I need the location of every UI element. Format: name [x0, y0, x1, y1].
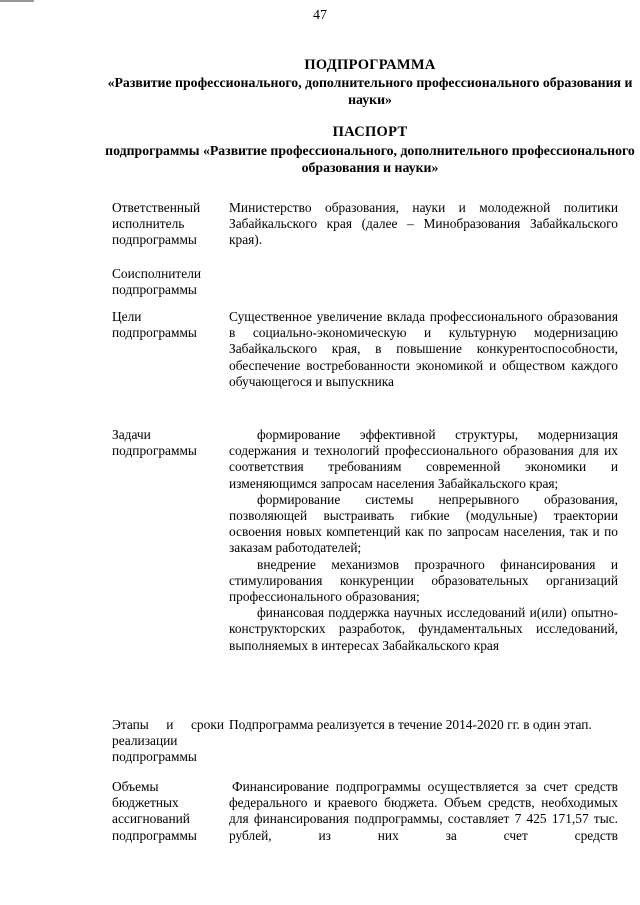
row-label: Задачи подпрограммы	[112, 427, 197, 459]
page-number: 47	[313, 8, 327, 23]
row-value	[229, 717, 618, 733]
row-label: Этапы и сроки реализации подпрограммы	[112, 717, 224, 765]
row-label: Соисполнители подпрограммы	[112, 266, 202, 298]
row-paragraph: Существенное увеличение вклада профессионального образования в социально-экономическую и культурную модернизацию Забайкальского края, в повышение конкурентоспособности, обеспечение востребованности экономикой и обществом каждого обучающегося и выпускника	[229, 309, 618, 389]
row-paragraph: формирование эффективной структуры, модернизация содержания и технологий профессионального образования для их соответствия требованиям современной экономики и изменяющимся запросам населения Забайкальского края;	[229, 427, 618, 491]
row-label: Ответственный исполнитель подпрограммы	[112, 200, 201, 248]
row-paragraph: Подпрограмма реализуется в течение 2014-2020 гг. в один этап.	[229, 717, 592, 732]
subprogram-title: «Развитие профессионального, дополнительного профессионального образования и науки»	[107, 75, 633, 107]
scan-corner-mark	[0, 0, 34, 2]
row-paragraph: Финансирование подпрограммы осуществляется за счет средств федерального и краевого бюджета. Объем средств, необходимых для финансирования подпрограммы, составляет 7 425 171,57 тыс. рублей, из них за счет средств	[229, 779, 618, 843]
row-value	[229, 779, 618, 844]
row-paragraph: Министерство образования, науки и молодежной политики Забайкальского края (далее – Минобразования Забайкальского края).	[229, 200, 618, 248]
row-label: Объемы бюджетных ассигнований подпрограммы	[112, 779, 197, 843]
row-paragraph: финансовая поддержка научных исследований и(или) опытно-конструкторских разработок, фундаментальных исследований, выполняемых в интересах Забайкальского края	[229, 605, 618, 653]
row-value	[229, 200, 618, 249]
row-paragraph: формирование системы непрерывного образования, позволяющей выстраивать гибкие (модульные) траектории освоения новых компетенций как по запросам населения, так и по заказам работодателей;	[229, 491, 618, 556]
subprogram-heading: ПОДПРОГРАММА	[304, 57, 436, 73]
row-value	[229, 427, 618, 654]
row-value	[229, 309, 618, 390]
row-paragraph: внедрение механизмов прозрачного финансирования и стимулирования конкуренции образовательных организаций профессионального образования;	[229, 556, 618, 605]
passport-heading: ПАСПОРТ	[332, 124, 408, 140]
row-label: Цели подпрограммы	[112, 309, 197, 341]
passport-title: подпрограммы «Развитие профессионального, дополнительного профессионального образования и науки»	[105, 143, 635, 175]
